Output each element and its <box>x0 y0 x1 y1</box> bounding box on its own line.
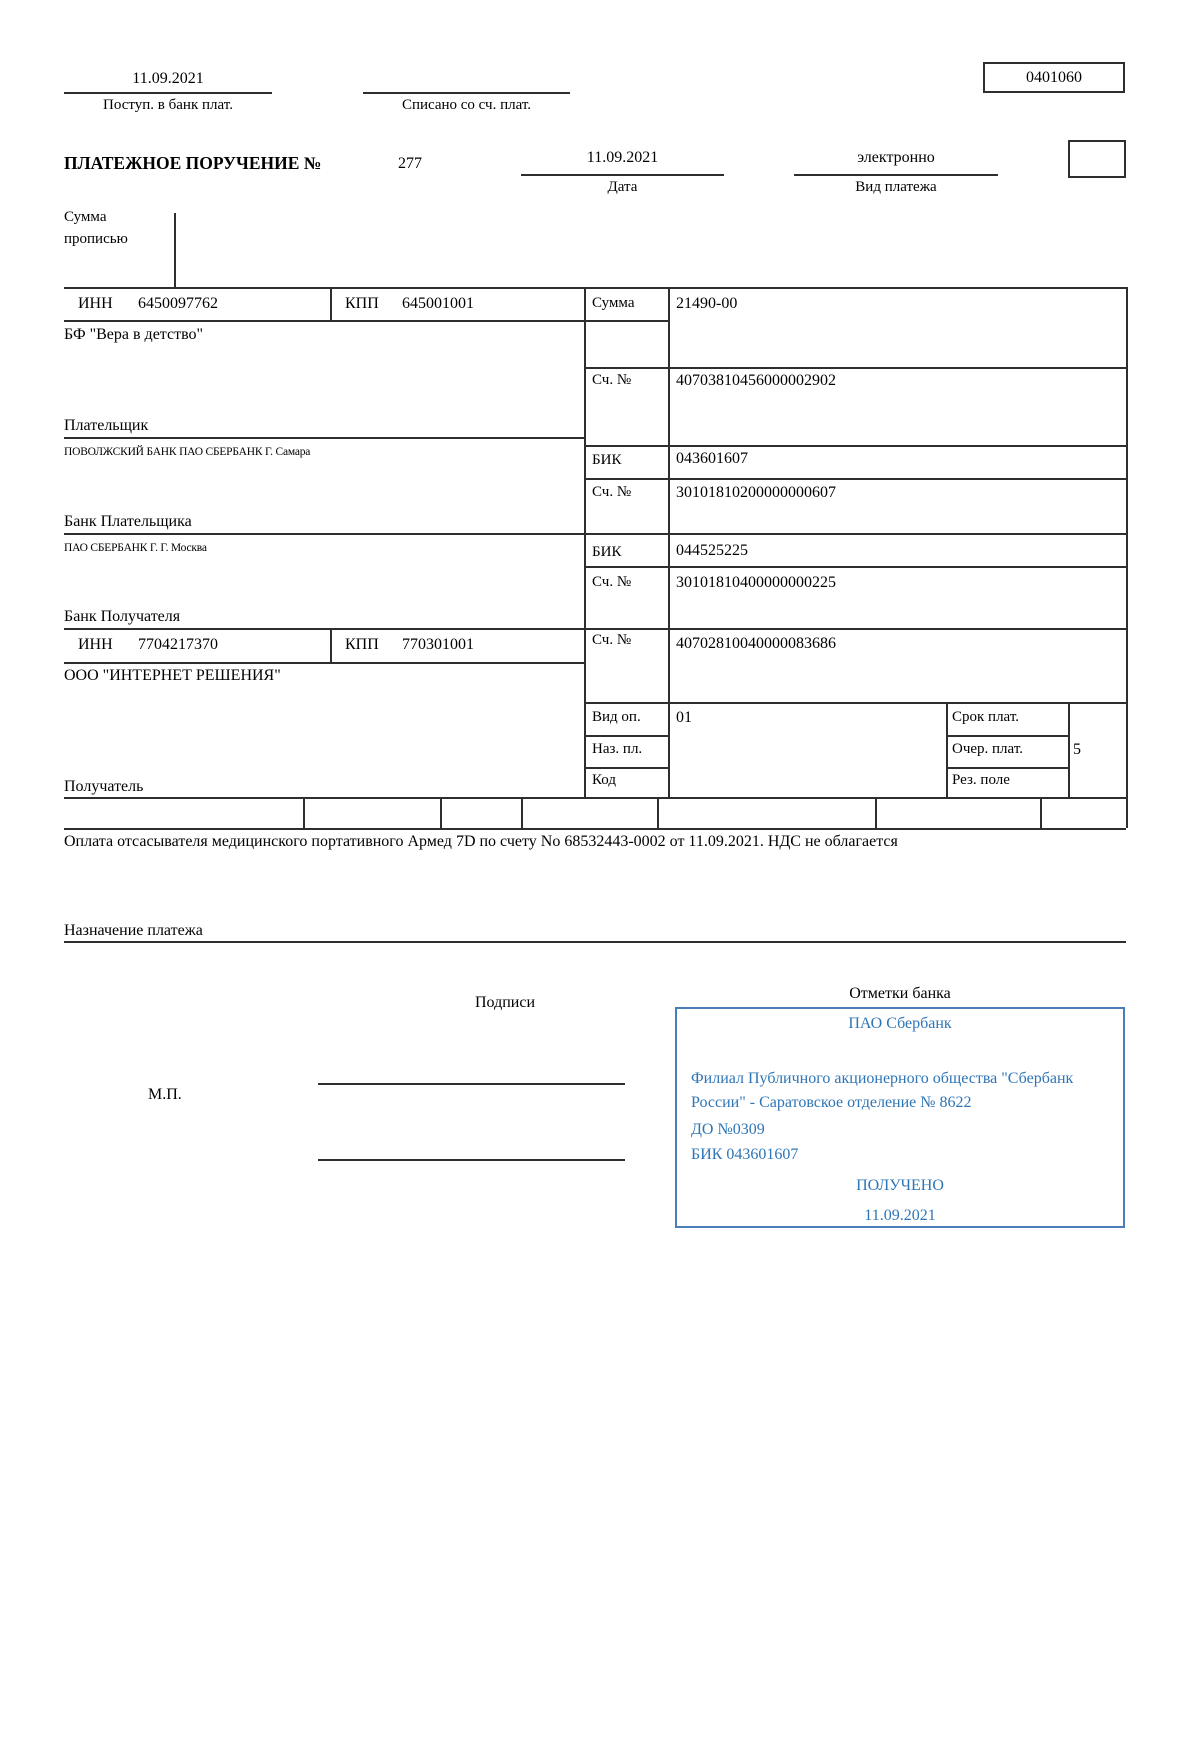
op-kind-value: 01 <box>676 709 692 726</box>
tax-field-divider <box>303 797 305 828</box>
table-line <box>64 320 668 322</box>
due-date-label: Срок плат. <box>952 709 1020 725</box>
payment-purpose-code-label: Наз. пл. <box>592 741 643 757</box>
table-divider <box>946 702 948 797</box>
purpose-text: Оплата отсасывателя медицинского портативного Армед 7D по счету No 68532443-0002 от 11.09.2021. НДС не облагается <box>64 833 898 850</box>
payee-inn-label: ИНН <box>78 636 113 653</box>
code-label: Код <box>592 772 616 788</box>
inn-kpp-divider <box>330 628 332 662</box>
payer-bank-bik-label: БИК <box>592 452 622 468</box>
payee-name: ООО "ИНТЕРНЕТ РЕШЕНИЯ" <box>64 667 281 684</box>
table-divider <box>1068 702 1070 797</box>
table-line <box>584 478 1126 480</box>
tax-field-divider <box>657 797 659 828</box>
table-line <box>584 767 668 769</box>
table-line <box>946 735 1068 737</box>
reserve-field-label: Рез. поле <box>952 772 1010 788</box>
payment-kind-label: Вид платежа <box>855 179 937 195</box>
tax-field-divider <box>521 797 523 828</box>
payer-inn-value: 6450097762 <box>138 295 218 312</box>
stamp-date: 11.09.2021 <box>864 1207 936 1224</box>
payee-account-label: Сч. № <box>592 632 632 648</box>
payer-bank-bik-value: 043601607 <box>676 450 748 467</box>
payee-kpp-label: КПП <box>345 636 379 653</box>
payer-bank-underline <box>64 533 1126 535</box>
amount-words-label-2: прописью <box>64 231 128 247</box>
payer-account-label: Сч. № <box>592 372 632 388</box>
payer-section-label: Плательщик <box>64 417 149 434</box>
received-underline <box>64 92 272 94</box>
payee-bank-bik-value: 044525225 <box>676 542 748 559</box>
payer-bank-name: ПОВОЛЖСКИЙ БАНК ПАО СБЕРБАНК Г. Самара <box>64 446 311 458</box>
table-line <box>584 702 1126 704</box>
stamp-status: ПОЛУЧЕНО <box>856 1177 944 1194</box>
debited-label: Списано со сч. плат. <box>401 97 532 113</box>
table-line <box>584 566 1126 568</box>
stamp-branch: Филиал Публичного акционерного общества "Сбербанк России" - Саратовское отделение № 8622 <box>691 1070 1074 1111</box>
amount-words-divider <box>174 213 176 287</box>
tax-field-divider <box>440 797 442 828</box>
tax-fields-bottom-line <box>64 828 1126 830</box>
payee-kpp-value: 770301001 <box>402 636 474 653</box>
doc-title: ПЛАТЕЖНОЕ ПОРУЧЕНИЕ № <box>64 153 322 173</box>
status-code-box <box>1068 140 1126 178</box>
payer-bank-section-label: Банк Плательщика <box>64 513 192 530</box>
table-line <box>64 287 1126 289</box>
amount-value: 21490-00 <box>676 295 738 312</box>
received-date: 11.09.2021 <box>132 70 204 87</box>
payee-bank-account-value: 30101810400000000225 <box>676 574 836 591</box>
doc-number: 277 <box>398 155 422 172</box>
payee-underline <box>64 797 1126 799</box>
payee-bank-name: ПАО СБЕРБАНК Г. Г. Москва <box>64 542 207 554</box>
payee-section-label: Получатель <box>64 778 144 795</box>
signature-line <box>318 1159 625 1161</box>
table-line <box>584 367 1126 369</box>
signature-line <box>318 1083 625 1085</box>
payer-kpp-label: КПП <box>345 295 379 312</box>
payer-bank-account-value: 30101810200000000607 <box>676 484 836 501</box>
payee-bank-account-label: Сч. № <box>592 574 632 590</box>
purpose-section-label: Назначение платежа <box>64 922 203 939</box>
payment-kind-value: электронно <box>857 149 935 166</box>
op-kind-label: Вид оп. <box>592 709 641 725</box>
payee-bank-bik-label: БИК <box>592 544 622 560</box>
payer-kpp-value: 645001001 <box>402 295 474 312</box>
stamp-office: ДО №0309 <box>691 1121 765 1138</box>
payer-bank-account-label: Сч. № <box>592 484 632 500</box>
table-line <box>946 767 1068 769</box>
payee-bank-section-label: Банк Получателя <box>64 608 181 625</box>
doc-date: 11.09.2021 <box>586 149 659 166</box>
amount-label: Сумма <box>592 295 635 311</box>
table-divider <box>584 287 586 797</box>
inn-kpp-divider <box>330 287 332 320</box>
form-code: 0401060 <box>1026 68 1082 86</box>
bank-marks-label: Отметки банка <box>849 985 951 1002</box>
table-line <box>64 662 584 664</box>
table-right-edge <box>1126 287 1128 828</box>
stamp-place-label: М.П. <box>148 1086 182 1103</box>
payee-inn-value: 7704217370 <box>138 636 218 653</box>
stamp-bank-name: ПАО Сбербанк <box>848 1015 952 1032</box>
payee-bank-underline <box>64 628 1126 630</box>
payer-inn-label: ИНН <box>78 295 113 312</box>
table-divider <box>668 287 670 797</box>
payer-name: БФ "Вера в детство" <box>64 326 204 343</box>
tax-field-divider <box>875 797 877 828</box>
stamp-bik: БИК 043601607 <box>691 1146 799 1163</box>
amount-words-label-1: Сумма <box>64 209 107 225</box>
date-underline <box>521 174 724 176</box>
received-label: Поступ. в банк плат. <box>103 97 233 113</box>
signatures-label: Подписи <box>474 994 536 1011</box>
priority-value: 5 <box>1073 741 1081 758</box>
tax-field-divider <box>1040 797 1042 828</box>
table-line <box>584 445 1126 447</box>
payee-account-value: 40702810040000083686 <box>676 635 836 652</box>
payment-kind-underline <box>794 174 998 176</box>
date-label: Дата <box>607 179 638 195</box>
payer-account-value: 40703810456000002902 <box>676 372 836 389</box>
priority-label: Очер. плат. <box>952 741 1023 757</box>
payer-underline <box>64 437 584 439</box>
table-line <box>584 735 668 737</box>
debited-underline <box>363 92 570 94</box>
bank-stamp-box <box>675 1007 1125 1228</box>
purpose-underline <box>64 941 1126 943</box>
form-code-box <box>983 62 1125 93</box>
